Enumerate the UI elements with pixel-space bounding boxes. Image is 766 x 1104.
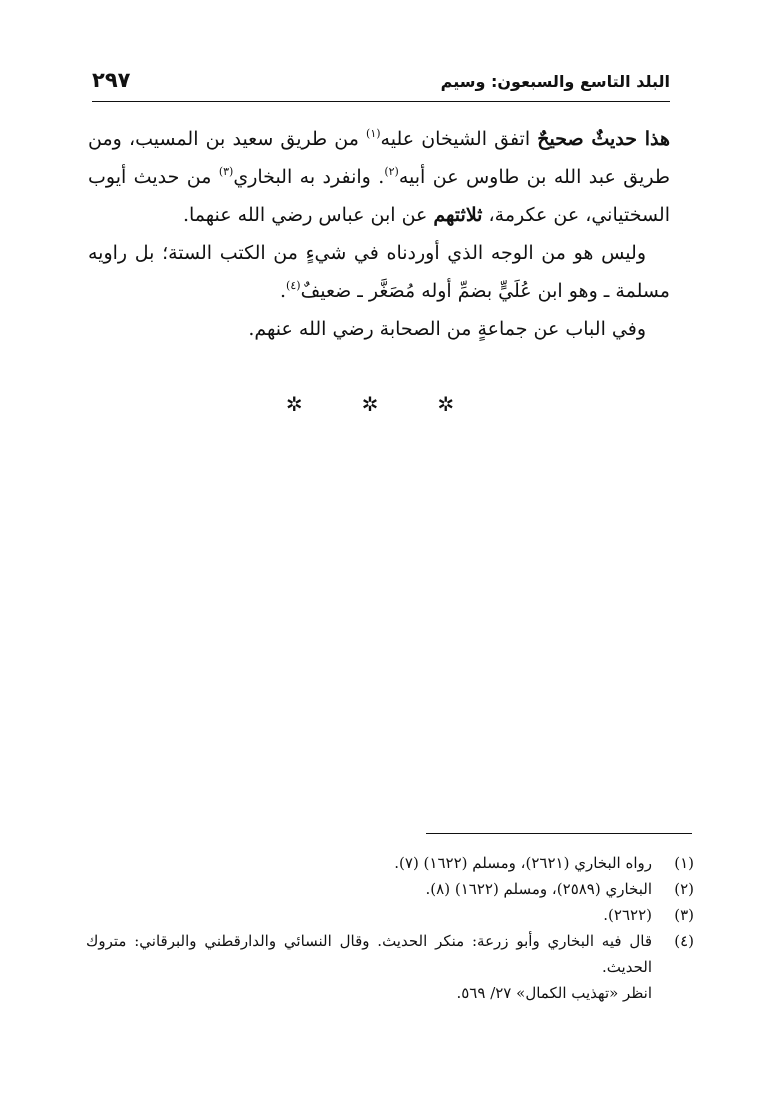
footnote-number: (٣) <box>674 906 694 924</box>
footnote-ref[interactable]: (١) <box>366 127 381 140</box>
bold-term: ثلاثتهم <box>433 204 483 226</box>
paragraph-chapter-note: وفي الباب عن جماعةٍ من الصحابة رضي الله عنهم. <box>248 318 646 340</box>
running-header <box>92 68 670 96</box>
text-run: . <box>280 280 287 302</box>
text-run: من حديث أيوب السختياني، عن عكرمة، <box>88 166 670 226</box>
footnote-2 <box>86 876 694 902</box>
paragraph-narrator <box>88 234 670 310</box>
grading-phrase: هذا حديثٌ صحيحٌ <box>537 128 670 150</box>
footnote-text: البخاري (٢٥٨٩)، ومسلم (١٦٢٢) (٨). <box>425 880 652 898</box>
footnote-4 <box>86 928 694 980</box>
main-text <box>88 120 670 348</box>
footnote-ref[interactable]: (٢) <box>384 165 399 178</box>
paragraph-hadith-grading <box>88 120 670 234</box>
chapter-title: البلد التاسع والسبعون: وسيم <box>440 72 670 91</box>
footnote-number: (٤) <box>674 932 694 950</box>
footnote-text: (٢٦٢٢). <box>603 906 652 924</box>
footnote-number: (١) <box>674 854 694 872</box>
footnote-ref[interactable]: (٣) <box>218 165 234 178</box>
footnote-text: رواه البخاري (٢٦٢١)، ومسلم (١٦٢٢) (٧). <box>394 854 652 872</box>
text-run: من طريق سعيد بن المسيب، ومن طريق عبد الله بن طاوس عن أبيه <box>88 128 670 188</box>
text-run: . وانفرد به البخاري <box>233 166 385 188</box>
page-number: ٢٩٧ <box>92 68 131 92</box>
header-rule <box>92 101 670 102</box>
footnotes <box>86 850 694 1006</box>
text-run: وليس هو من الوجه الذي أوردناه في شيءٍ من الكتب الستة؛ بل راويه مسلمة ـ وهو ابن عُلَيٍّ بضمِّ أوله مُصَغَّر ـ ضعيفٌ <box>88 242 670 302</box>
footnote-rule <box>426 833 692 834</box>
footnote-number: (٢) <box>674 880 694 898</box>
footnote-4-reference: انظر «تهذيب الكمال» ٢٧/ ٥٦٩. <box>456 984 652 1002</box>
footnote-3 <box>86 902 694 928</box>
section-separator: ✲ ✲ ✲ <box>285 392 481 416</box>
footnote-ref[interactable]: (٤) <box>286 279 301 292</box>
footnote-text: قال فيه البخاري وأبو زرعة: منكر الحديث. وقال النسائي والدارقطني والبرقاني: متروك الحديث. <box>86 932 652 976</box>
text-run: اتفق الشيخان عليه <box>380 128 538 150</box>
text-run: عن ابن عباس رضي الله عنهما. <box>182 204 434 226</box>
footnote-1 <box>86 850 694 876</box>
